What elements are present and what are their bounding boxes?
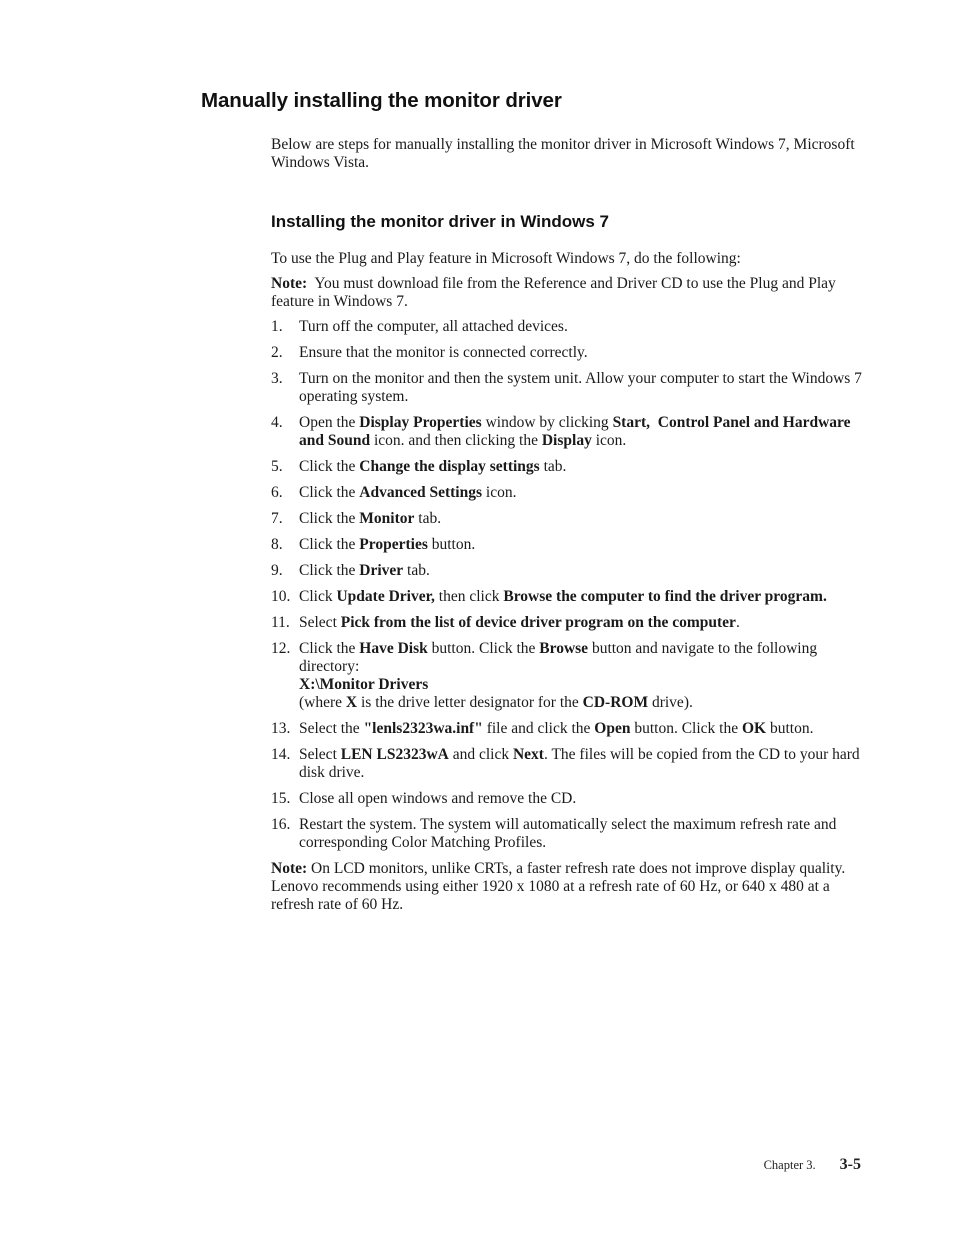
list-item — [271, 510, 866, 528]
step-text: button. — [427, 536, 476, 553]
step-text: Ensure that the monitor is connected correctly. — [299, 344, 588, 361]
step-bold: OK — [742, 720, 767, 737]
intro-paragraph: Below are steps for manually installing the monitor driver in Microsoft Windows 7, Microsoft Windows Vista. — [271, 136, 855, 171]
list-item — [271, 344, 866, 362]
list-item — [271, 614, 866, 632]
steps-list — [271, 318, 866, 852]
page-footer — [764, 1156, 861, 1174]
step-text: and click — [448, 746, 513, 763]
step-number: 6. — [271, 484, 283, 501]
step-text: Click the — [299, 536, 360, 553]
step-number: 7. — [271, 510, 283, 527]
page-title: Manually installing the monitor driver — [201, 89, 562, 112]
list-item — [271, 484, 866, 502]
step-text: . The files will be copied from the CD to your hard disk drive. — [299, 746, 860, 781]
step-text: Click the — [299, 458, 360, 475]
list-item — [271, 414, 866, 450]
note-text: You must download file from the Reference and Driver CD to use the Plug and Play feature in Windows 7. — [271, 275, 840, 310]
step-text: icon. — [482, 484, 517, 501]
step-text: then click — [434, 588, 504, 605]
step-text: icon. — [591, 432, 627, 449]
section-heading: Installing the monitor driver in Windows 7 — [271, 212, 609, 231]
step-text: Select — [299, 614, 341, 631]
step-bold: LEN LS2323wA — [340, 746, 449, 763]
lead-paragraph: To use the Plug and Play feature in Microsoft Windows 7, do the following: — [271, 250, 741, 267]
list-item — [271, 790, 866, 808]
step-bold: Browse — [539, 640, 589, 657]
step-text: Click the — [299, 510, 360, 527]
step-text: icon. and then clicking the — [370, 432, 542, 449]
step-number: 11. — [271, 614, 290, 631]
note-text: On LCD monitors, unlike CRTs, a faster refresh rate does not improve display quality. Lenovo recommends using either 1920 x 1080 at a refresh rate of 60 Hz, or 640 x 480 at a refresh rate of 60 Hz. — [271, 860, 846, 913]
step-text: button. Click the — [427, 640, 540, 657]
step-bold: Update Driver, — [336, 588, 435, 605]
note-label: Note: — [271, 275, 308, 292]
step-number: 12. — [271, 640, 291, 657]
step-text: is the drive letter designator for the — [357, 694, 583, 711]
step-bold: Open — [594, 720, 631, 737]
step-number: 10. — [271, 588, 291, 605]
step-number: 9. — [271, 562, 283, 579]
list-item — [271, 318, 866, 336]
step-text: Open the — [299, 414, 360, 431]
step-text: file and click the — [482, 720, 595, 737]
step-bold: Pick from the list of device driver program on the computer — [340, 614, 736, 631]
step-bold: Display Properties — [359, 414, 482, 431]
step-bold: Have Disk — [359, 640, 428, 657]
list-item — [271, 746, 866, 782]
step-text: tab. — [403, 562, 430, 579]
step-text: . — [735, 614, 740, 631]
step-text: drive). — [648, 694, 693, 711]
step-bold: Driver — [359, 562, 404, 579]
list-item — [271, 588, 866, 606]
step-text: Restart the system. The system will automatically select the maximum refresh rate and corresponding Color Matching Profiles. — [299, 816, 837, 851]
step-text: Click the — [299, 562, 360, 579]
step-number: 1. — [271, 318, 283, 335]
note-paragraph — [271, 860, 866, 914]
step-text: button and navigate to the following directory: — [299, 640, 818, 675]
list-item — [271, 370, 866, 406]
step-number: 4. — [271, 414, 283, 431]
step-text: Close all open windows and remove the CD. — [299, 790, 577, 807]
list-item — [271, 458, 866, 476]
step-text: Turn on the monitor and then the system unit. Allow your computer to start the Windows 7 operating system. — [299, 370, 862, 405]
step-text: Select the — [299, 720, 364, 737]
step-text: window by clicking — [481, 414, 613, 431]
step-bold: Browse the computer to find the driver program. — [503, 588, 827, 605]
step-text: button. — [766, 720, 814, 737]
step-bold: Change the display settings — [359, 458, 540, 475]
step-number: 3. — [271, 370, 283, 387]
list-item — [271, 640, 866, 712]
step-number: 2. — [271, 344, 283, 361]
list-item — [271, 816, 866, 852]
list-item — [271, 536, 866, 554]
step-text: (where — [299, 694, 346, 711]
step-text: Click — [299, 588, 337, 605]
chapter-label: Chapter 3. — [763, 1158, 816, 1172]
note-paragraph — [271, 275, 866, 311]
step-bold: Next — [512, 746, 544, 763]
step-bold: Monitor — [359, 510, 415, 527]
step-number: 13. — [271, 720, 291, 737]
step-text: button. Click the — [630, 720, 742, 737]
step-bold: Start, Control Panel and Hardware and Sound — [299, 414, 855, 449]
step-text: Click the — [299, 484, 360, 501]
step-number: 5. — [271, 458, 283, 475]
step-bold: Advanced Settings — [359, 484, 483, 501]
list-item — [271, 720, 866, 738]
list-item — [271, 562, 866, 580]
step-bold: "lenls2323wa.inf" — [363, 720, 483, 737]
page-number: 3-5 — [839, 1156, 861, 1173]
step-bold: Display — [541, 432, 592, 449]
note-label: Note: — [271, 860, 308, 877]
step-bold: X — [345, 694, 358, 711]
step-text: tab. — [414, 510, 442, 527]
step-text: Select — [299, 746, 341, 763]
step-number: 16. — [271, 816, 291, 833]
step-number: 8. — [271, 536, 283, 553]
step-bold: CD-ROM — [582, 694, 649, 711]
step-text: Turn off the computer, all attached devices. — [299, 318, 568, 335]
step-number: 15. — [271, 790, 291, 807]
step-number: 14. — [271, 746, 291, 763]
directory-path: X:\Monitor Drivers — [299, 676, 429, 693]
step-text: tab. — [539, 458, 567, 475]
section-body — [271, 250, 866, 921]
step-bold: Properties — [359, 536, 428, 553]
step-text: Click the — [299, 640, 360, 657]
